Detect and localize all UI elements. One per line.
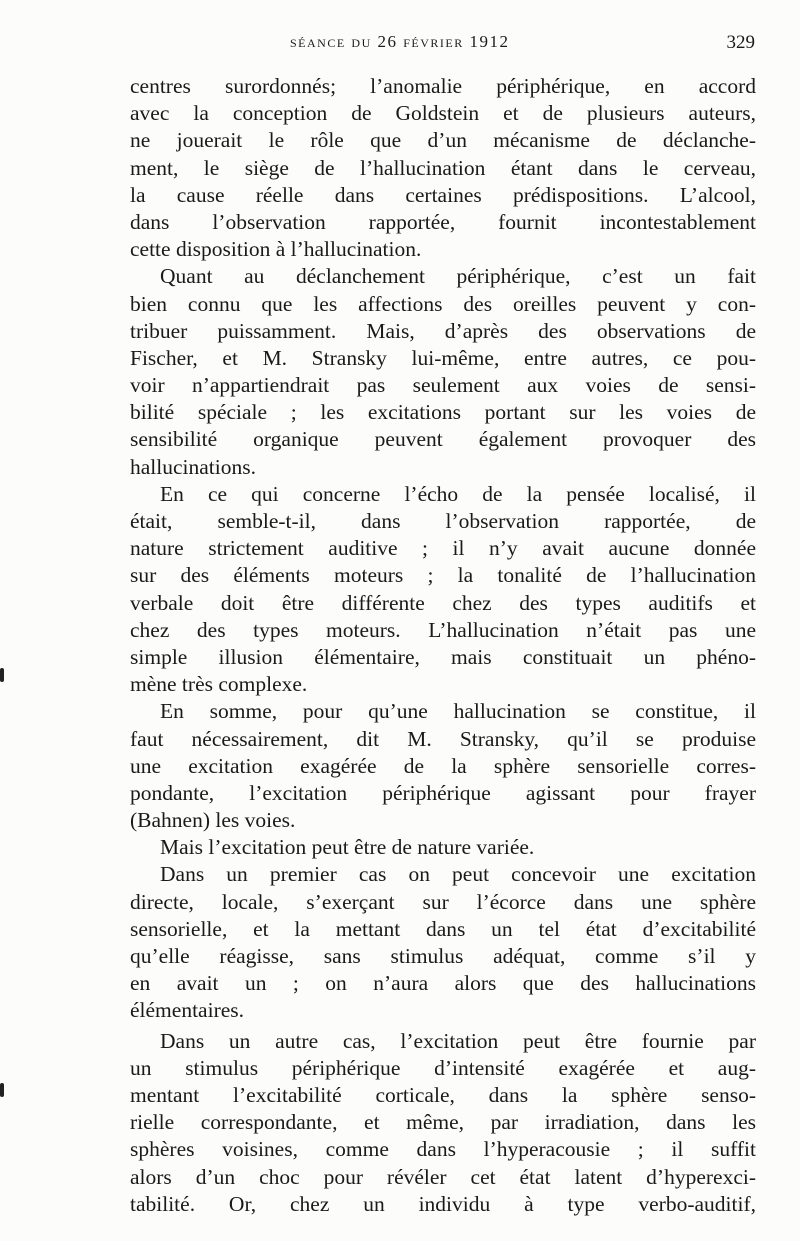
text-line: tabilité. Or, chez un individu à type verbo-auditif, <box>130 1191 756 1216</box>
text-line: rielle correspondante, et même, par irradiation, dans les <box>130 1110 756 1135</box>
running-head: séance du 26 février 1912 <box>290 32 510 51</box>
text-line: sensibilité organique peuvent également provoquer des <box>130 427 756 452</box>
text-line: Quant au déclanchement périphérique, c’est un fait <box>160 264 756 289</box>
text-line: une excitation exagérée de la sphère sensorielle corres- <box>130 753 756 778</box>
text-line: dans l’observation rapportée, fournit incontestablement <box>130 209 756 234</box>
text-line: faut nécessairement, dit M. Stransky, qu’il se produise <box>130 726 756 751</box>
text-line: En somme, pour qu’une hallucination se constitue, il <box>160 699 756 724</box>
text-line: bilité spéciale ; les excitations portant sur les voies de <box>130 400 756 425</box>
text-line: élémentaires. <box>130 998 245 1023</box>
text-line: (Bahnen) les voies. <box>130 808 296 833</box>
page-header <box>130 32 755 62</box>
body-text <box>130 73 756 1218</box>
text-line: verbale doit être différente chez des types auditifs et <box>130 590 756 615</box>
text-line: centres surordonnés; l’anomalie périphérique, en accord <box>130 74 756 98</box>
text-line: directe, locale, s’exerçant sur l’écorce dans une sphère <box>130 889 756 914</box>
text-line: sur des éléments moteurs ; la tonalité de l’hallucination <box>130 563 756 588</box>
text-line: sensorielle, et la mettant dans un tel état d’excitabilité <box>130 916 756 941</box>
text-line: Fischer, et M. Stransky lui-même, entre autres, ce pou- <box>130 345 756 370</box>
text-line: était, semble-t-il, dans l’observation rapportée, de <box>130 509 756 533</box>
text-line: nature strictement auditive ; il n’y avait aucune donnée <box>130 536 756 561</box>
text-line: un stimulus périphérique d’intensité exagérée et aug- <box>130 1055 756 1080</box>
text-line: bien connu que les affections des oreilles peuvent y con- <box>130 291 756 316</box>
text-line: cette disposition à l’hallucination. <box>130 237 422 262</box>
text-line: ment, le siège de l’hallucination étant dans le cerveau, <box>130 155 756 180</box>
page-edge-mark <box>0 668 4 682</box>
text-line: En ce qui concerne l’écho de la pensée localisé, il <box>160 481 756 506</box>
text-line: ne jouerait le rôle que d’un mécanisme de déclanche- <box>130 128 756 153</box>
text-line: Dans un autre cas, l’excitation peut être fournie par <box>160 1028 756 1053</box>
text-line: pondante, l’excitation périphérique agissant pour frayer <box>130 780 756 805</box>
text-line: sphères voisines, comme dans l’hyperacousie ; il suffit <box>130 1137 756 1162</box>
text-line: mène très complexe. <box>130 672 308 697</box>
text-line: tribuer puissamment. Mais, d’après des observations de <box>130 318 756 343</box>
text-line: chez des types moteurs. L’hallucination n’était pas une <box>130 617 756 642</box>
page-number: 329 <box>726 32 755 53</box>
text-line: avec la conception de Goldstein et de plusieurs auteurs, <box>130 101 756 126</box>
text-line: voir n’appartiendrait pas seulement aux voies de sensi- <box>130 373 756 398</box>
text-line: simple illusion élémentaire, mais constituait un phéno- <box>130 644 756 669</box>
text-line: Mais l’excitation peut être de nature variée. <box>160 835 535 860</box>
text-line: hallucinations. <box>130 454 256 479</box>
page-edge-mark <box>0 1083 4 1097</box>
text-line: mentant l’excitabilité corticale, dans la sphère senso- <box>130 1082 756 1107</box>
text-line: alors d’un choc pour révéler cet état latent d’hyperexci- <box>130 1164 756 1189</box>
text-line: en avait un ; on n’aura alors que des hallucinations <box>130 971 756 996</box>
text-line: Dans un premier cas on peut concevoir une excitation <box>160 862 756 887</box>
text-line: qu’elle réagisse, sans stimulus adéquat, comme s’il y <box>130 944 756 968</box>
text-line: la cause réelle dans certaines prédispositions. L’alcool, <box>130 182 756 207</box>
